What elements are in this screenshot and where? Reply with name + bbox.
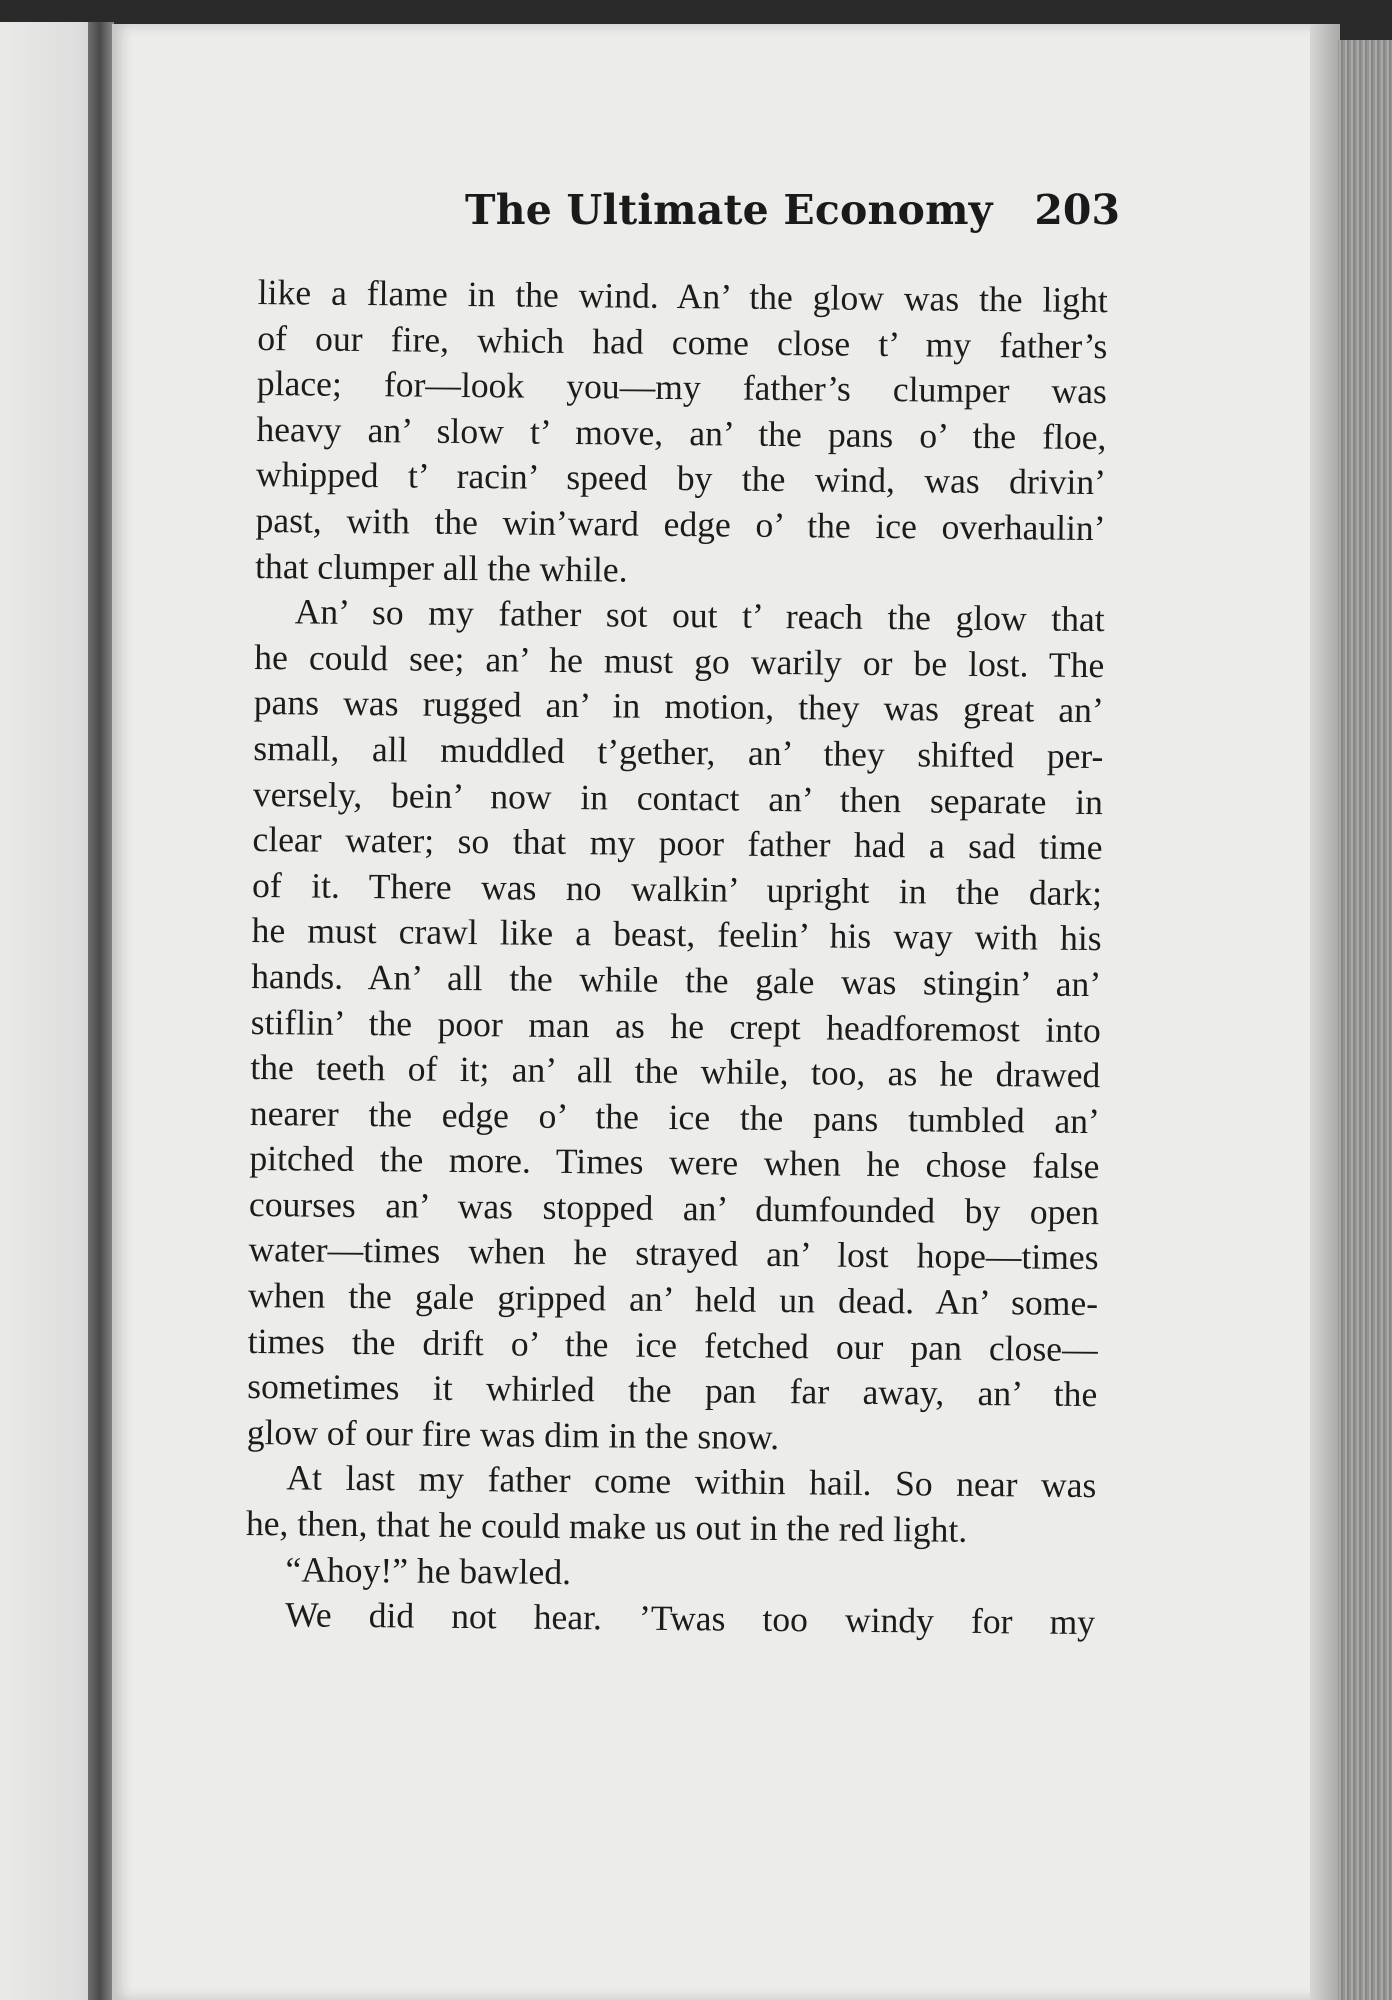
text-line: pans was rugged an’ in motion, they was great an’ (253, 682, 1105, 731)
text-line: pitched the more. Times were when he chose false (249, 1138, 1100, 1187)
running-title: The Ultimate Economy (465, 186, 993, 234)
paragraph-first-line: We did not hear. ’Twas too windy for my (284, 1594, 1096, 1643)
text-line: versely, bein’ now in contact an’ then separate in (252, 773, 1104, 822)
page-block-edges (1338, 40, 1392, 2000)
text-line: nearer the edge o’ the ice the pans tumbled an’ (249, 1092, 1101, 1141)
paragraph-first-line: At last my father come within hail. So near was (286, 1457, 1097, 1506)
text-line: past, with the win’ward edge o’ the ice overhaulin’ (255, 499, 1106, 549)
text-line: sometimes it whirled the pan far away, an’ the (247, 1366, 1098, 1415)
text-line: glow of our fire was dim in the snow. (246, 1411, 780, 1457)
facing-page-edge (0, 22, 98, 2000)
text-line: small, all muddled t’gether, an’ they shifted per- (253, 727, 1104, 777)
text-line: heavy an’ slow t’ move, an’ the pans o’ the floe, (256, 408, 1107, 457)
text-line: the teeth of it; an’ all the while, too, as he drawed (250, 1047, 1101, 1096)
text-line: he must crawl like a beast, feelin’ his way with his (251, 910, 1102, 959)
text-line: of our fire, which had come close t’ my father’s (257, 317, 1108, 366)
text-line: when the gale gripped an’ held un dead. An’ some- (247, 1275, 1099, 1324)
text-line: he could see; an’ he must go warily or be lost. The (254, 636, 1105, 685)
text-line: water—times when he strayed an’ lost hope—times (248, 1229, 1099, 1278)
page-number: 203 (1034, 186, 1120, 234)
text-line: he, then, that he could make us out in the red light. (245, 1502, 968, 1550)
text-line: times the drift o’ the ice fetched our pan close— (247, 1320, 1098, 1369)
text-line: of it. There was no walkin’ upright in the dark; (251, 864, 1103, 913)
text-line: like a flame in the wind. An’ the glow was the light (257, 271, 1108, 321)
book-gutter (88, 22, 114, 2000)
running-head (260, 186, 1120, 246)
text-line: whipped t’ racin’ speed by the wind, was drivin’ (255, 454, 1107, 503)
text-line: place; for—look you—my father’s clumper was (256, 363, 1108, 412)
text-line: clear water; so that my poor father had a sad time (252, 819, 1103, 868)
text-line: courses an’ was stopped an’ dumfounded by open (248, 1183, 1100, 1232)
page-edge-shadow (1310, 24, 1340, 2000)
paragraph-first-line: “Ahoy!” he bawled. (285, 1548, 572, 1592)
text-line: stiflin’ the poor man as he crept headforemost into (250, 1001, 1101, 1050)
paragraph-first-line: An’ so my father sot out t’ reach the glow that (294, 591, 1105, 640)
text-line: hands. An’ all the while the gale was stingin’ an’ (251, 955, 1102, 1005)
text-line: that clumper all the while. (254, 545, 628, 590)
body-text (245, 270, 1108, 1646)
